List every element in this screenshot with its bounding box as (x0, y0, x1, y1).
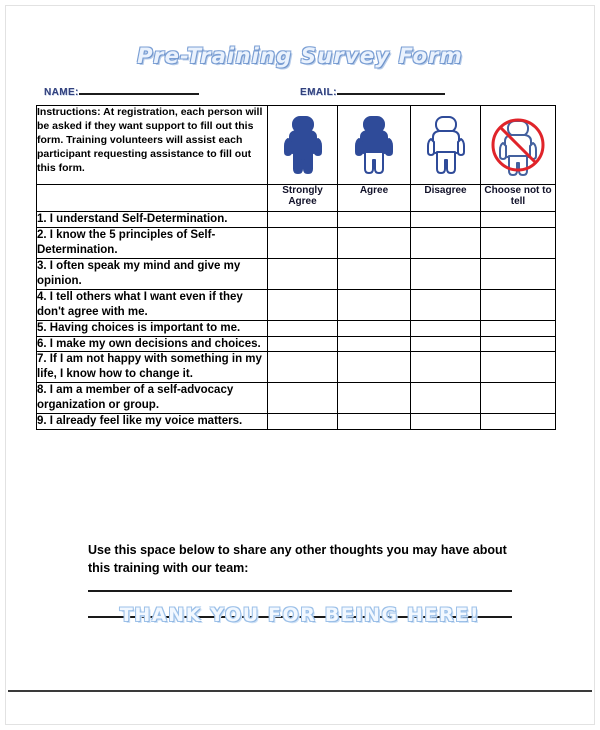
answer-cell-4-strongly-agree[interactable] (268, 289, 338, 320)
answer-cell-4-agree[interactable] (338, 289, 411, 320)
answer-cell-5-strongly-agree[interactable] (268, 320, 338, 336)
email-label: EMAIL: (300, 87, 337, 98)
person-prohibited-icon (481, 106, 555, 184)
question-text-1: 1. I understand Self-Determination. (37, 212, 268, 228)
answer-cell-7-disagree[interactable] (411, 352, 481, 383)
answer-cell-5-choose-not-to-tell[interactable] (481, 320, 556, 336)
table-row (37, 289, 556, 320)
answer-cell-9-choose-not-to-tell[interactable] (481, 414, 556, 430)
answer-cell-4-disagree[interactable] (411, 289, 481, 320)
name-field-line[interactable] (44, 84, 199, 98)
table-row (37, 414, 556, 430)
answer-cell-9-strongly-agree[interactable] (268, 414, 338, 430)
answer-cell-3-disagree[interactable] (411, 258, 481, 289)
table-row (37, 212, 556, 228)
question-text-2: 2. I know the 5 principles of Self-Determination. (37, 227, 268, 258)
answer-cell-4-choose-not-to-tell[interactable] (481, 289, 556, 320)
instructions-row (37, 106, 556, 185)
answer-cell-1-agree[interactable] (338, 212, 411, 228)
question-text-3: 3. I often speak my mind and give my opinion. (37, 258, 268, 289)
column-header-agree: Agree (338, 185, 411, 212)
answer-cell-7-choose-not-to-tell[interactable] (481, 352, 556, 383)
person-half-solid-icon (338, 106, 410, 184)
thank-you-message: THANK YOU FOR BEING HERE! (119, 604, 481, 626)
column-header-choose-not-to-tell: Choose not to tell (481, 185, 556, 212)
page-title: Pre-Training Survey Form (137, 44, 463, 68)
table-row (37, 352, 556, 383)
survey-table (36, 105, 556, 430)
name-input-rule[interactable] (79, 84, 199, 95)
question-text-4: 4. I tell others what I want even if they don't agree with me. (37, 289, 268, 320)
table-row (37, 258, 556, 289)
answer-cell-9-disagree[interactable] (411, 414, 481, 430)
question-text-7: 7. If I am not happy with something in my life, I know how to change it. (37, 352, 268, 383)
person-outline-icon (411, 106, 480, 184)
table-row (37, 227, 556, 258)
comments-write-line-1[interactable] (88, 590, 512, 592)
answer-cell-2-choose-not-to-tell[interactable] (481, 227, 556, 258)
answer-cell-8-disagree[interactable] (411, 383, 481, 414)
answer-cell-1-strongly-agree[interactable] (268, 212, 338, 228)
scale-header-row (37, 185, 556, 212)
answer-cell-3-strongly-agree[interactable] (268, 258, 338, 289)
icon-cell-strongly-agree (268, 106, 338, 185)
answer-cell-5-agree[interactable] (338, 320, 411, 336)
answer-cell-3-agree[interactable] (338, 258, 411, 289)
answer-cell-9-agree[interactable] (338, 414, 411, 430)
question-text-8: 8. I am a member of a self-advocacy organization or group. (37, 383, 268, 414)
answer-cell-7-strongly-agree[interactable] (268, 352, 338, 383)
instructions-cell: Instructions: At registration, each person will be asked if they want support to fill out this form. Training volunteers will assist each participant requesting assistance to fill out this form. (37, 106, 268, 185)
answer-cell-6-agree[interactable] (338, 336, 411, 352)
icon-cell-choose-not-to-tell (481, 106, 556, 185)
answer-cell-1-disagree[interactable] (411, 212, 481, 228)
answer-cell-5-disagree[interactable] (411, 320, 481, 336)
answer-cell-3-choose-not-to-tell[interactable] (481, 258, 556, 289)
answer-cell-8-agree[interactable] (338, 383, 411, 414)
question-text-5: 5. Having choices is important to me. (37, 320, 268, 336)
header-blank-cell (37, 185, 268, 212)
answer-cell-8-choose-not-to-tell[interactable] (481, 383, 556, 414)
comments-prompt: Use this space below to share any other thoughts you may have about this training with our team: (88, 543, 507, 575)
table-row (37, 320, 556, 336)
answer-cell-8-strongly-agree[interactable] (268, 383, 338, 414)
answer-cell-2-strongly-agree[interactable] (268, 227, 338, 258)
column-header-strongly-agree: Strongly Agree (268, 185, 338, 212)
answer-cell-6-choose-not-to-tell[interactable] (481, 336, 556, 352)
email-input-rule[interactable] (337, 84, 445, 95)
answer-cell-1-choose-not-to-tell[interactable] (481, 212, 556, 228)
person-solid-icon (268, 106, 337, 184)
answer-cell-2-disagree[interactable] (411, 227, 481, 258)
answer-cell-6-strongly-agree[interactable] (268, 336, 338, 352)
email-field-line[interactable] (300, 84, 445, 98)
table-row (37, 336, 556, 352)
icon-cell-disagree (411, 106, 481, 185)
question-text-6: 6. I make my own decisions and choices. (37, 336, 268, 352)
name-label: NAME: (44, 87, 79, 98)
answer-cell-7-agree[interactable] (338, 352, 411, 383)
icon-cell-agree (338, 106, 411, 185)
column-header-disagree: Disagree (411, 185, 481, 212)
answer-cell-2-agree[interactable] (338, 227, 411, 258)
question-text-9: 9. I already feel like my voice matters. (37, 414, 268, 430)
footer-divider (8, 690, 592, 692)
table-row (37, 383, 556, 414)
answer-cell-6-disagree[interactable] (411, 336, 481, 352)
